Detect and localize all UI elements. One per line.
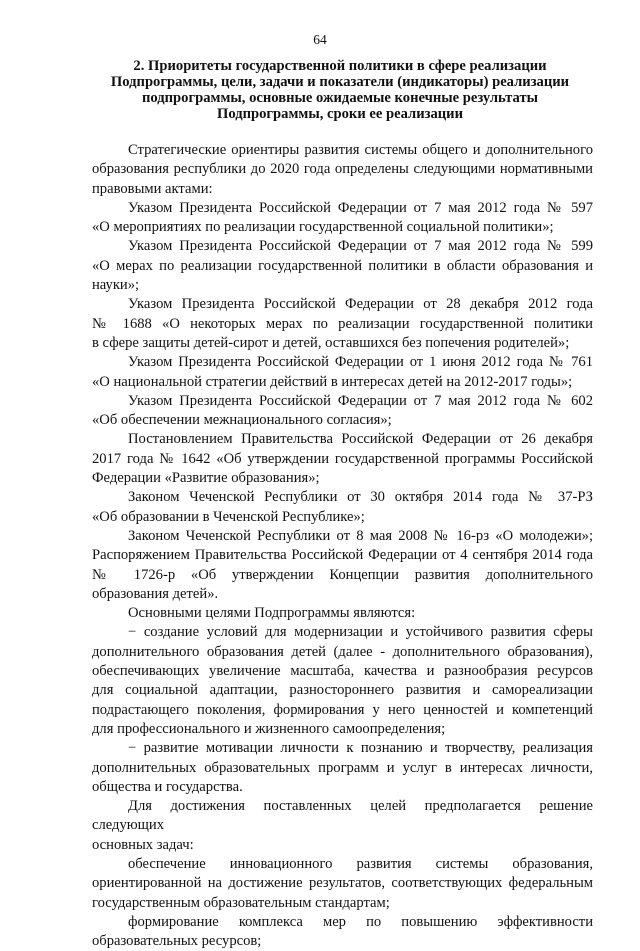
text-line: № 1726-р «Об утверждении Концепции развития дополнительного xyxy=(92,566,593,583)
text-line: «О мерах по реализации государственной политики в области образования и xyxy=(92,257,593,274)
text-line: дополнительного образования детей (далее - дополнительного образования), xyxy=(92,643,593,660)
text-line: дополнительных образовательных программ и услуг в интересах личности, xyxy=(92,759,593,776)
text-line: обеспечивающих увеличение масштаба, качества и разнообразия ресурсов xyxy=(92,663,593,680)
text-line: Постановлением Правительства Российской Федерации от 26 декабря xyxy=(128,431,593,448)
text-line: «Об обеспечении межнационального согласия»; xyxy=(92,412,392,429)
text-line: для профессионального и жизненного самоопределения; xyxy=(92,720,446,737)
text-line: Стратегические ориентиры развития системы общего и дополнительного xyxy=(128,142,593,158)
text-line: Федерации «Развитие образования»; xyxy=(92,470,320,487)
text-line: подрастающего поколения, формирования у него ценностей и компетенций xyxy=(92,701,593,718)
text-line: − создание условий для модернизации и устойчивого развития сферы xyxy=(128,624,593,641)
text-line: образования детей». xyxy=(92,585,219,602)
text-line: правовыми актами: xyxy=(92,180,213,197)
text-line: обеспечение инновационного развития системы образования, xyxy=(128,855,593,872)
text-line: Основными целями Подпрограммы являются: xyxy=(128,605,416,622)
text-line: ориентированной на достижение результатов, соответствующих федеральным xyxy=(92,875,593,892)
body-text xyxy=(92,141,593,951)
text-line: Для достижения поставленных целей предполагается решение следующих xyxy=(92,798,593,834)
text-line: Указом Президента Российской Федерации от 1 июня 2012 года № 761 xyxy=(128,354,593,371)
text-line: науки»; xyxy=(92,277,140,294)
text-line: «О национальной стратегии действий в интересах детей на 2012-2017 годы»; xyxy=(92,373,573,390)
text-line: Законом Чеченской Республики от 30 октября 2014 года № 37-РЗ xyxy=(128,489,593,506)
text-line: общества и государства. xyxy=(92,778,243,795)
text-line: для социальной адаптации, разностороннего развития и самореализации xyxy=(92,682,593,699)
text-line: «Об образовании в Чеченской Республике»; xyxy=(92,508,365,525)
text-line: в сфере защиты детей-сирот и детей, оставшихся без попечения родителей»; xyxy=(92,334,570,351)
text-line: Законом Чеченской Республики от 8 мая 2008 № 16-рз «О молодежи»; xyxy=(128,527,593,544)
text-line: «О мероприятиях по реализации государственной социальной политики»; xyxy=(92,219,554,236)
text-line: Указом Президента Российской Федерации от 28 декабря 2012 года xyxy=(128,296,593,313)
text-line: − развитие мотивации личности к познанию и творчеству, реализация xyxy=(128,740,593,757)
text-line: образовательных ресурсов; xyxy=(92,933,262,950)
text-line: 2017 года № 1642 «Об утверждении государственной программы Российской xyxy=(92,450,593,467)
page-number: 64 xyxy=(313,32,327,47)
text-line: основных задач: xyxy=(92,836,194,853)
text-line: Указом Президента Российской Федерации от 7 мая 2012 года № 599 xyxy=(128,238,593,255)
section-heading xyxy=(90,58,590,122)
heading-line: Подпрограммы, цели, задачи и показатели (индикаторы) реализации xyxy=(110,74,570,90)
heading-line: подпрограммы, основные ожидаемые конечные результаты xyxy=(141,90,539,106)
text-line: государственным образовательным стандартам; xyxy=(92,894,390,911)
text-line: Указом Президента Российской Федерации от 7 мая 2012 года № 602 xyxy=(128,392,593,409)
heading-line: 2. Приоритеты государственной политики в сфере реализации xyxy=(133,58,547,74)
heading-line: Подпрограммы, сроки ее реализации xyxy=(216,106,463,122)
text-line: образования республики до 2020 года определены следующими нормативными xyxy=(92,161,593,178)
text-line: Распоряжением Правительства Российской Федерации от 4 сентября 2014 года xyxy=(92,547,593,564)
text-line: Указом Президента Российской Федерации от 7 мая 2012 года № 597 xyxy=(128,199,593,216)
text-line: № 1688 «О некоторых мерах по реализации государственной политики xyxy=(92,315,593,332)
text-line: формирование комплекса мер по повышению эффективности xyxy=(128,913,593,930)
